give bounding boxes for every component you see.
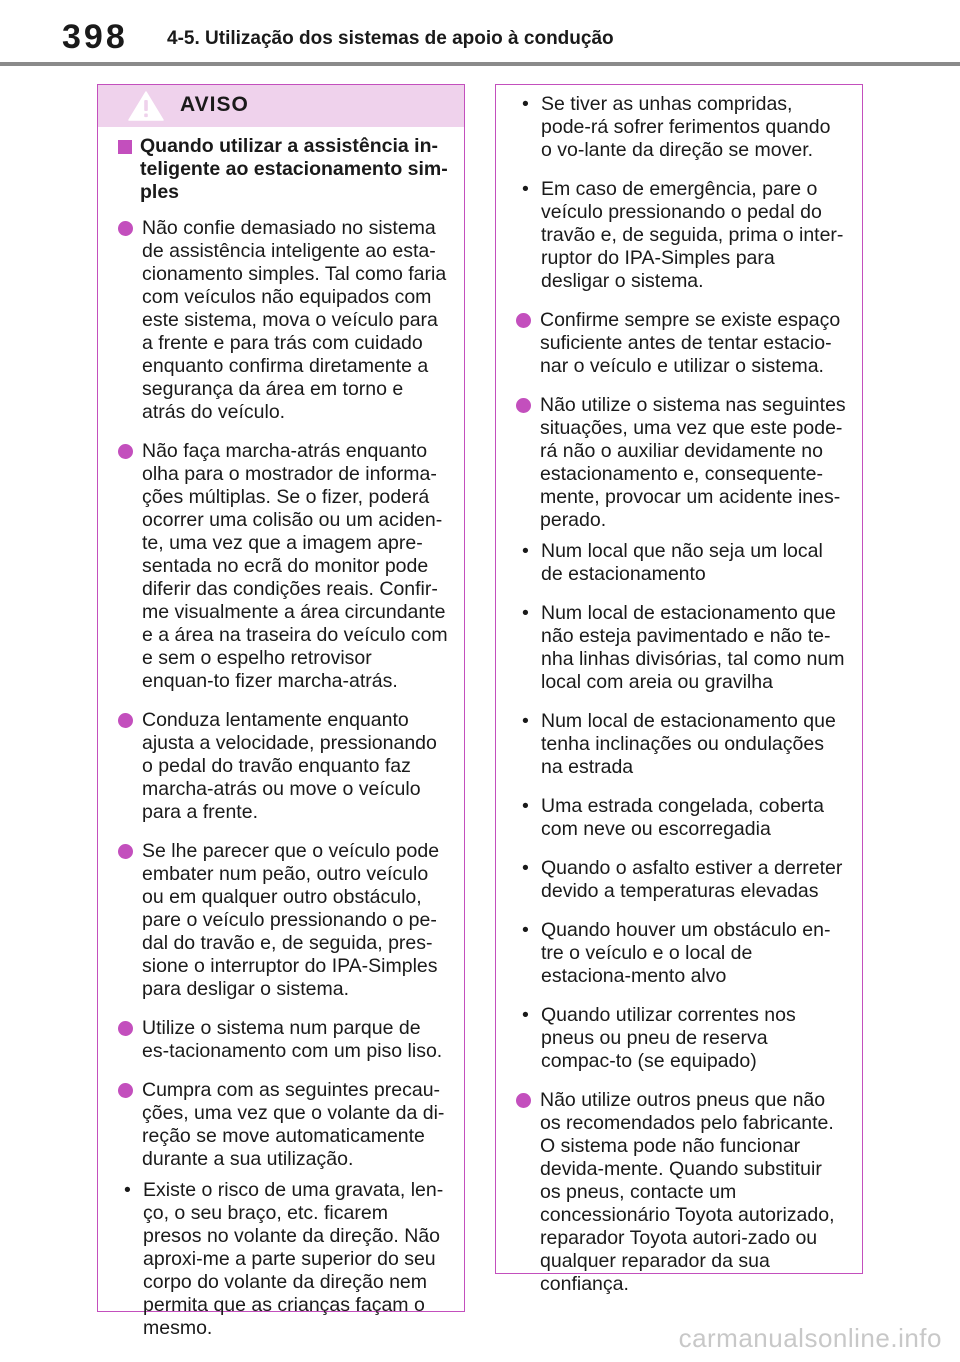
warning-label: AVISO: [180, 93, 249, 116]
section-heading: [118, 135, 448, 204]
sub-bullet-item: [516, 710, 846, 779]
dot-bullet-icon: •: [522, 540, 529, 562]
sub-bullet-text: Num local que não seja um local de estacionamento: [541, 540, 823, 585]
sub-bullet-item: [516, 1004, 846, 1073]
warning-body-left: [98, 127, 464, 1340]
list-item-text: Utilize o sistema num parque de es-tacionamento com um piso liso.: [142, 1017, 443, 1062]
list-item-text: Se lhe parecer que o veículo pode embater num peão, outro veículo ou em qualquer outro obstáculo, pare o veículo pressionando o pe-dal do travão e, de seguida, pres-sione o interruptor do IPA-Simples para desligar o sistema.: [142, 840, 440, 1000]
dot-bullet-icon: •: [522, 1004, 529, 1026]
circle-bullet-icon: [118, 444, 133, 459]
dot-bullet-icon: •: [124, 1179, 131, 1201]
list-item: [118, 1017, 448, 1063]
sub-bullet-text: Quando o asfalto estiver a derreter devido a temperaturas elevadas: [541, 857, 843, 902]
sub-bullet-item: [516, 93, 846, 162]
circle-bullet-icon: [516, 313, 531, 328]
list-item: [516, 1089, 846, 1296]
list-item-text: Não confie demasiado no sistema de assistência inteligente ao esta-cionamento simples. Tal como faria com veículos não equipados com este sistema, mova o veículo para a frente e para trás com cuidado enquanto confirma diretamente a segurança da área em torno e atrás do veículo.: [142, 217, 447, 423]
dot-bullet-icon: •: [522, 857, 529, 879]
circle-bullet-icon: [516, 398, 531, 413]
list-item: [118, 217, 448, 424]
list-item-text: Não faça marcha-atrás enquanto olha para o mostrador de informa-ções múltiplas. Se o fizer, poderá ocorrer uma colisão ou um aciden-te, uma vez que a imagem apre-sentada no ecrã do monitor pode diferir das condições reais. Confir-me visualmente a área circundante e a área na traseira do veículo com e sem o espelho retrovisor enquan-to fizer marcha-atrás.: [142, 440, 448, 692]
square-bullet-icon: [118, 140, 132, 154]
dot-bullet-icon: •: [522, 178, 529, 200]
list-item-text: Cumpra com as seguintes precau-ções, uma vez que o volante da di-reção se move automaticamente durante a sua utilização.: [142, 1079, 445, 1170]
circle-bullet-icon: [118, 1021, 133, 1036]
sub-bullet-text: Num local de estacionamento que não esteja pavimentado e não te-nha linhas divisórias, tal como num local com areia ou gravilha: [541, 602, 845, 693]
sub-bullet-item: [118, 1179, 448, 1340]
list-item-text: Conduza lentamente enquanto ajusta a velocidade, pressionando o pedal do travão enquanto faz marcha-atrás ou move o veículo para a frente.: [142, 709, 437, 823]
warning-body-right: [496, 85, 862, 1296]
page-number: 398: [62, 18, 128, 56]
list-item-text: Não utilize o sistema nas seguintes situações, uma vez que este pode-rá não o auxiliar devidamente no estacionamento e, consequente-mente, provocar um acidente ines-perado.: [540, 394, 846, 531]
circle-bullet-icon: [118, 221, 133, 236]
sub-bullet-item: [516, 602, 846, 694]
sub-bullet-text: Existe o risco de uma gravata, len-ço, o seu braço, etc. ficarem presos no volante da direção. Não aproxi-me a parte superior do seu corpo do volante da direção nem permita que as crianças façam o mesmo.: [143, 1179, 444, 1339]
sub-bullet-item: [516, 857, 846, 903]
sub-bullet-text: Num local de estacionamento que tenha inclinações ou ondulações na estrada: [541, 710, 836, 778]
section-title: 4-5. Utilização dos sistemas de apoio à condução: [167, 28, 614, 49]
warning-banner: [98, 85, 464, 127]
list-item: [118, 709, 448, 824]
sub-bullet-item: [516, 919, 846, 988]
sub-bullet-text: Quando utilizar correntes nos pneus ou pneu de reserva compac-to (se equipado): [541, 1004, 796, 1072]
circle-bullet-icon: [118, 1083, 133, 1098]
sub-bullet-item: [516, 540, 846, 586]
warning-box-right: [495, 84, 863, 1295]
sub-bullet-item: [516, 795, 846, 841]
sub-bullet-text: Em caso de emergência, pare o veículo pressionando o pedal do travão e, de seguida, prima o inter-ruptor do IPA-Simples para desligar o sistema.: [541, 178, 844, 292]
warning-triangle-icon: [128, 91, 164, 121]
sub-bullet-text: Uma estrada congelada, coberta com neve ou escorregadia: [541, 795, 824, 840]
list-item: [516, 394, 846, 532]
circle-bullet-icon: [118, 844, 133, 859]
dot-bullet-icon: •: [522, 919, 529, 941]
circle-bullet-icon: [516, 1093, 531, 1108]
list-item: [118, 440, 448, 693]
list-item: [118, 840, 448, 1001]
list-item: [516, 309, 846, 378]
circle-bullet-icon: [118, 713, 133, 728]
dot-bullet-icon: •: [522, 93, 529, 115]
dot-bullet-icon: •: [522, 795, 529, 817]
warning-box-left: [97, 84, 465, 1339]
sub-bullet-text: Quando houver um obstáculo en-tre o veículo e o local de estaciona-mento alvo: [541, 919, 831, 987]
dot-bullet-icon: •: [522, 602, 529, 624]
list-item-text: Não utilize outros pneus que não os recomendados pelo fabricante. O sistema pode não funcionar devida-mente. Quando substituir os pneus, contacte um concessionário Toyota autorizado, reparador Toyota autori-zado ou qualquer reparador da sua confiança.: [540, 1089, 835, 1295]
section-heading-text: Quando utilizar a assistência in-teligente ao estacionamento sim-ples: [140, 135, 448, 203]
sub-bullet-text: Se tiver as unhas compridas, pode-rá sofrer ferimentos quando o vo-lante da direção se mover.: [541, 93, 831, 161]
page-header: [0, 0, 960, 66]
header-divider: [0, 62, 960, 66]
sub-bullet-item: [516, 178, 846, 293]
list-item-text: Confirme sempre se existe espaço suficiente antes de tentar estacio-nar o veículo e utilizar o sistema.: [540, 309, 841, 377]
dot-bullet-icon: •: [522, 710, 529, 732]
list-item: [118, 1079, 448, 1171]
watermark: carmanualsonline.info: [678, 1323, 942, 1353]
